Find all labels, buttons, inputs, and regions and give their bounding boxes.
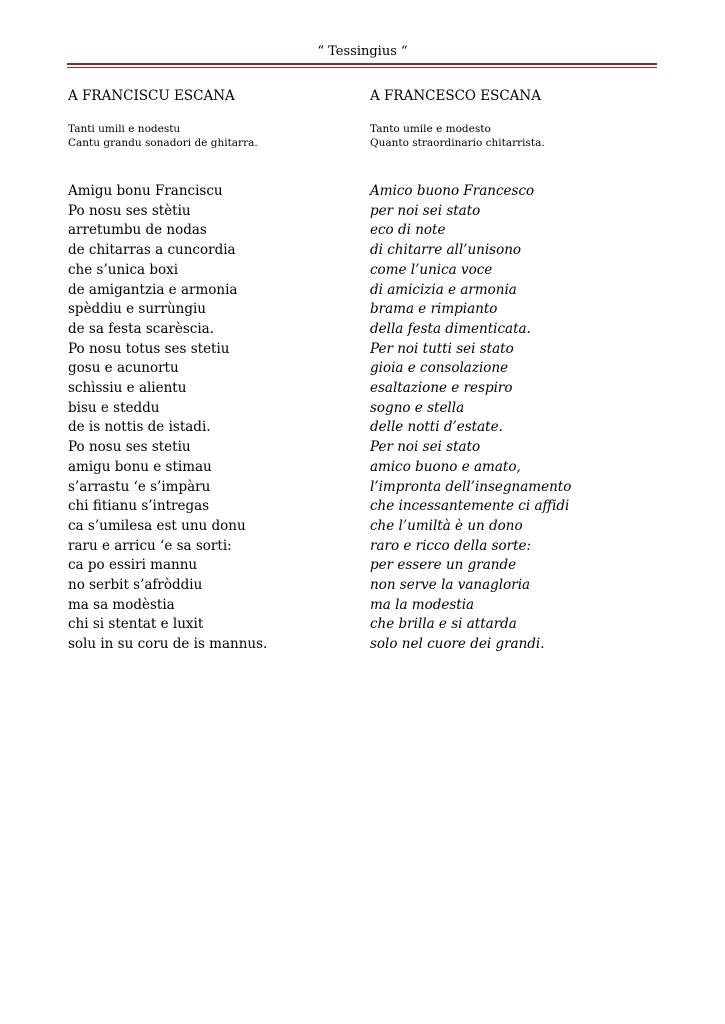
italian-verse-line: brama e rimpianto: [370, 301, 498, 318]
sardinian-poem: [68, 182, 358, 655]
sardinian-verse-line: gosu e acunortu: [68, 360, 179, 377]
italian-verse-line: della festa dimenticata.: [370, 320, 531, 337]
sardinian-verse-line: che s’unica boxi: [68, 261, 179, 278]
italian-subtitle-line: Quanto straordinario chitarrista.: [370, 137, 545, 149]
italian-poem: [370, 182, 660, 655]
italian-verse-line: che l’umiltà è un dono: [370, 517, 523, 534]
sardinian-verse-line: chi fitianu s’intregas: [68, 498, 210, 515]
sardinian-verse-line: de amigantzia e armonia: [68, 281, 238, 298]
italian-verse-line: Amico buono Francesco: [370, 183, 535, 199]
italian-verse-line: non serve la vanagloria: [370, 577, 531, 594]
italian-title: A FRANCESCO ESCANA: [370, 88, 541, 104]
italian-verse-line: che brilla e si attarda: [370, 616, 517, 633]
sardinian-verse-line: schìssiu e alientu: [68, 380, 187, 397]
italian-subtitle-line: Tanto umile e modesto: [370, 123, 491, 135]
sardinian-verse-line: de is nottis de istadi.: [68, 419, 211, 436]
sardinian-verse-line: Amigu bonu Franciscu: [68, 183, 223, 199]
italian-column: [370, 88, 660, 655]
italian-verse-line: Per noi sei stato: [370, 439, 481, 456]
sardinian-verse-line: Po nosu ses stetiu: [68, 439, 191, 456]
italian-verse-line: di amicizia e armonia: [370, 281, 517, 298]
sardinian-verse-line: arretumbu de nodas: [68, 222, 207, 239]
sardinian-verse-line: de sa festa scarèscia.: [68, 320, 214, 337]
sardinian-subtitle: [68, 122, 358, 182]
italian-verse-line: raro e ricco della sorte:: [370, 537, 532, 554]
italian-verse-line: amico buono e amato,: [370, 458, 521, 475]
italian-verse-line: sogno e stella: [370, 399, 465, 416]
italian-verse-line: che incessantemente ci affidi: [370, 498, 570, 515]
header-rule: [67, 63, 657, 68]
sardinian-verse-line: Po nosu totus ses stetiu: [68, 340, 230, 357]
italian-verse-line: di chitarre all’unisono: [370, 242, 522, 259]
sardinian-verse-line: ca po essiri mannu: [68, 557, 198, 574]
sardinian-verse-line: solu in su coru de is mannus.: [68, 636, 268, 653]
italian-verse-line: solo nel cuore dei grandi.: [370, 636, 545, 653]
italian-verse-line: l’impronta dell’insegnamento: [370, 478, 572, 495]
italian-verse-line: gioia e consolazione: [370, 360, 509, 377]
italian-verse-line: come l’unica voce: [370, 261, 493, 278]
sardinian-verse-line: s’arrastu ‘e s’impàru: [68, 478, 211, 495]
sardinian-verse-line: de chitarras a cuncordia: [68, 242, 236, 259]
sardinian-subtitle-line: Tanti umili e nodestu: [68, 123, 181, 135]
header-rule-thin: [67, 67, 657, 68]
sardinian-verse-line: no serbit s’afròddiu: [68, 577, 203, 594]
sardinian-verse-line: amigu bonu e stimau: [68, 458, 212, 475]
header-rule-thick: [67, 63, 657, 65]
italian-verse-line: ma la modestia: [370, 596, 475, 613]
sardinian-verse-line: ma sa modèstia: [68, 596, 175, 613]
sardinian-verse-line: ca s’umilesa est unu donu: [68, 517, 246, 534]
sardinian-verse-line: bisu e steddu: [68, 399, 160, 416]
sardinian-column: [68, 88, 358, 655]
sardinian-title: A FRANCISCU ESCANA: [68, 88, 235, 104]
italian-subtitle: [370, 122, 660, 182]
italian-verse-line: eco di note: [370, 222, 446, 239]
italian-verse-line: per noi sei stato: [370, 202, 481, 219]
sardinian-verse-line: spèddiu e surrùngiu: [68, 301, 206, 318]
italian-verse-line: Per noi tutti sei stato: [370, 340, 514, 357]
page-header: “ Tessingius “: [317, 44, 408, 59]
sardinian-verse-line: chi si stentat e luxit: [68, 616, 204, 633]
sardinian-verse-line: raru e arricu ‘e sa sorti:: [68, 537, 232, 554]
italian-verse-line: esaltazione e respiro: [370, 380, 513, 397]
italian-verse-line: delle notti d’estate.: [370, 419, 503, 436]
italian-verse-line: per essere un grande: [370, 557, 517, 574]
sardinian-subtitle-line: Cantu grandu sonadori de ghitarra.: [68, 137, 258, 149]
sardinian-verse-line: Po nosu ses stètiu: [68, 202, 191, 219]
